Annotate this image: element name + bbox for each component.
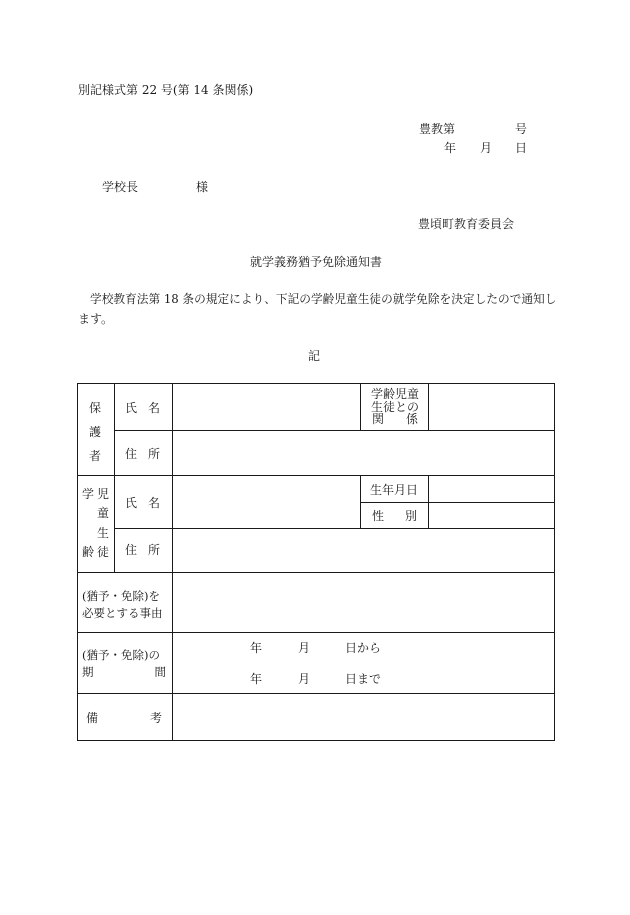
- addressee-title: 学校長: [102, 180, 139, 194]
- address-char-2: 所: [147, 447, 160, 461]
- remarks-char-1: 備: [86, 711, 99, 725]
- relation-line-1: 学齢児童: [370, 387, 419, 401]
- date-day: 日: [515, 141, 528, 155]
- doc-number-prefix: 豊教第: [419, 122, 456, 136]
- student-col2-char-2: 童: [96, 506, 109, 521]
- reason-label: [82, 588, 163, 622]
- student-address-label: [125, 544, 160, 556]
- date-month: 月: [480, 141, 493, 155]
- doc-number-suffix: 号: [515, 122, 528, 136]
- guardian-name-field[interactable]: [174, 385, 359, 429]
- student-name-field[interactable]: [174, 477, 359, 527]
- student-col2-char-1: 児: [96, 487, 109, 501]
- guardian-char-2: 護: [88, 425, 101, 439]
- ki-mark: 記: [308, 349, 321, 363]
- student-name-char-1: 氏: [125, 496, 138, 510]
- sex-char-2: 別: [404, 509, 417, 523]
- period-line-2: [82, 664, 166, 681]
- guardian-label: [87, 402, 103, 462]
- sex-label: [372, 510, 417, 522]
- relation-field[interactable]: [430, 385, 553, 429]
- reason-line-1: (猶予・免除)を: [82, 589, 160, 603]
- form-number: 別記様式第 22 号(第 14 条関係): [78, 83, 254, 97]
- student-name-label: [125, 497, 160, 509]
- body-text-line1: 学校教育法第 18 条の規定により、下記の学齢児童生徒の就学免除を決定したので通知し: [90, 292, 557, 306]
- period-char-1: 期: [82, 665, 94, 679]
- relation-line-3: [368, 413, 422, 426]
- period-line-1: (猶予・免除)の: [82, 648, 160, 662]
- name-char-1: 氏: [125, 401, 138, 415]
- guardian-name-label: [125, 402, 160, 414]
- address-char-1: 住: [125, 447, 138, 461]
- relation-line-2: 生徒との: [370, 399, 419, 414]
- remarks-field[interactable]: [174, 695, 553, 739]
- period-from-month: 月: [298, 641, 311, 655]
- date-year: 年: [444, 141, 457, 155]
- remarks-char-2: 考: [149, 711, 162, 725]
- period-label: [82, 647, 166, 681]
- student-address-field[interactable]: [174, 530, 553, 571]
- birthdate-label: 生年月日: [370, 483, 419, 497]
- student-col1-char-1: 学: [82, 487, 95, 501]
- relation-label: [368, 388, 422, 426]
- remarks-label: [86, 712, 162, 724]
- guardian-address-label: [125, 448, 160, 460]
- reason-field[interactable]: [174, 574, 553, 631]
- relation-char-2: 係: [405, 412, 418, 426]
- guardian-char-3: 者: [88, 449, 101, 463]
- student-col2-char-4: 徒: [96, 544, 109, 559]
- birthdate-field[interactable]: [430, 477, 553, 501]
- student-address-char-1: 住: [125, 543, 138, 557]
- student-col1-char-2: 齢: [82, 545, 95, 559]
- period-to-month: 月: [298, 672, 311, 686]
- period-from-day: 日から: [345, 641, 382, 655]
- body-text-line2: ます。: [78, 312, 114, 326]
- sex-field[interactable]: [430, 504, 553, 527]
- period-to-year: 年: [250, 672, 263, 686]
- addressee-honorific: 様: [196, 180, 209, 194]
- period-from-year: 年: [250, 641, 263, 655]
- guardian-char-1: 保: [88, 401, 101, 415]
- student-address-char-2: 所: [147, 543, 160, 557]
- name-char-2: 名: [147, 401, 160, 415]
- reason-line-2: 必要とする事由: [82, 606, 163, 620]
- period-to-day: 日まで: [345, 672, 382, 686]
- period-char-2: 間: [154, 665, 166, 679]
- student-col2-char-3: 生: [96, 525, 109, 540]
- issuer: 豊頃町教育委員会: [418, 217, 515, 231]
- doc-title: 就学義務猶予免除通知書: [250, 255, 383, 269]
- sex-char-1: 性: [372, 509, 385, 523]
- relation-char-1: 関: [372, 412, 385, 426]
- guardian-address-field[interactable]: [174, 432, 553, 474]
- student-name-char-2: 名: [147, 496, 160, 510]
- student-col2: [96, 488, 110, 558]
